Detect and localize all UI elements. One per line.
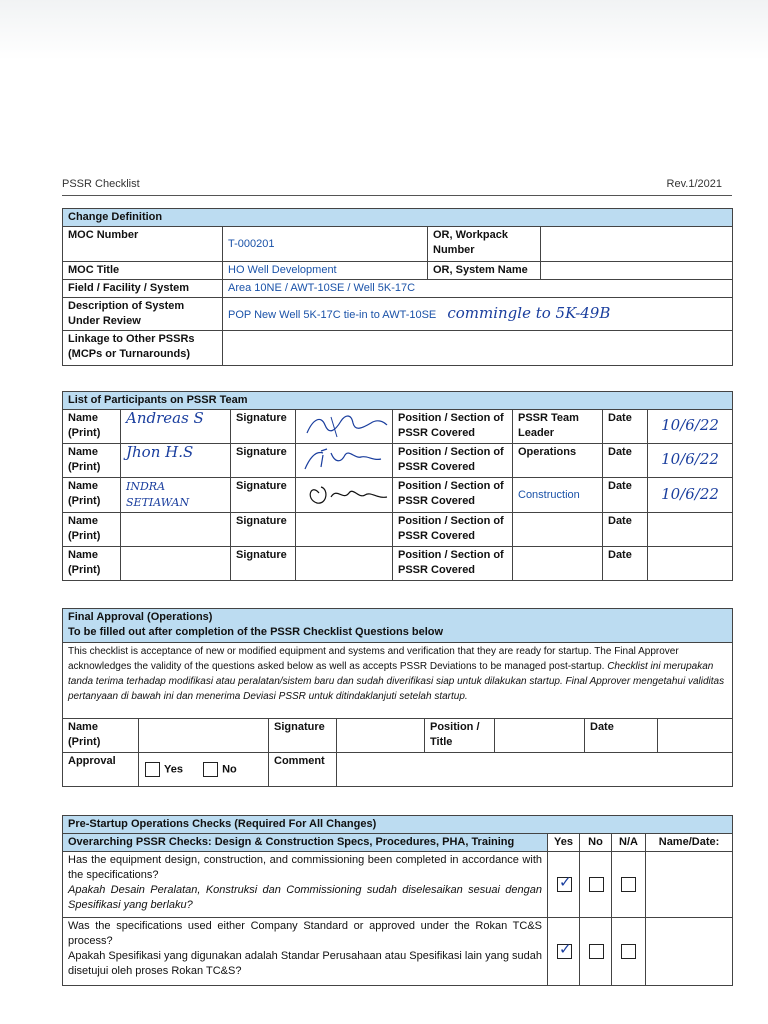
- participant-position-field[interactable]: [513, 547, 603, 581]
- participant-date-value: 10/6/22: [661, 416, 719, 434]
- question-text: [63, 852, 548, 918]
- participant-date-label: Date: [603, 410, 648, 444]
- participants-title: List of Participants on PSSR Team: [63, 392, 733, 410]
- participant-date-field[interactable]: [648, 547, 733, 581]
- participant-date-label: Date: [603, 513, 648, 547]
- approval-label: Approval: [63, 753, 139, 787]
- participant-position-field[interactable]: Operations: [513, 444, 603, 478]
- final-approval-title: [63, 609, 733, 643]
- participant-name-label: Name (Print): [63, 478, 121, 513]
- answer-no-cell: [580, 852, 612, 918]
- participant-position-label: Position / Section of PSSR Covered: [393, 410, 513, 444]
- approval-yes-checkbox[interactable]: [145, 762, 160, 777]
- scan-top-shading: [0, 0, 768, 60]
- prestartup-title: Pre-Startup Operations Checks (Required For All Changes): [63, 816, 733, 834]
- question-row: [63, 918, 733, 986]
- document-header: [62, 176, 732, 196]
- participant-signature-field[interactable]: [296, 410, 393, 444]
- participant-name-label: Name (Print): [63, 444, 121, 478]
- participant-date-field[interactable]: [648, 478, 733, 513]
- document-title: PSSR Checklist: [62, 178, 140, 190]
- or-workpack-label: OR, Workpack Number: [428, 227, 541, 262]
- participant-name-label: Name (Print): [63, 547, 121, 581]
- participant-date-field[interactable]: [648, 410, 733, 444]
- participant-name-value: INDRA SETIAWAN: [126, 480, 190, 509]
- approval-options: [139, 753, 269, 787]
- participants-table: [62, 391, 733, 581]
- answer-na-cell: [612, 918, 646, 986]
- moc-number-label: MOC Number: [63, 227, 223, 262]
- comment-field[interactable]: [337, 753, 733, 787]
- participant-signature-label: Signature: [231, 513, 296, 547]
- answer-no-checkbox[interactable]: [589, 944, 604, 959]
- participant-signature-field[interactable]: [296, 547, 393, 581]
- change-definition-title: Change Definition: [63, 209, 733, 227]
- field-facility-field[interactable]: Area 10NE / AWT-10SE / Well 5K-17C: [223, 280, 733, 298]
- moc-title-label: MOC Title: [63, 262, 223, 280]
- approver-name-label: Name (Print): [63, 719, 139, 753]
- approval-no-checkbox[interactable]: [203, 762, 218, 777]
- col-name-date-header: Name/Date:: [646, 834, 733, 852]
- participant-position-label: Position / Section of PSSR Covered: [393, 444, 513, 478]
- answer-no-checkbox[interactable]: [589, 877, 604, 892]
- final-approval-table: [62, 608, 733, 787]
- participant-signature-label: Signature: [231, 410, 296, 444]
- final-approval-body-en: This checklist is acceptance of new or modified equipment and systems and verification that they are ready for startup. The Final Approver acknowledges the validity of the questions asked below as well as accepts PSSR Deviations to be managed post-startup.: [68, 646, 679, 672]
- participant-date-value: 10/6/22: [661, 450, 719, 468]
- question-en: Was the specifications used either Company Standard or approved under the Rokan TC&S process?: [68, 920, 542, 947]
- linkage-field[interactable]: [223, 331, 733, 366]
- approval-yes-label: Yes: [164, 763, 183, 776]
- col-yes-header: Yes: [548, 834, 580, 852]
- question-id: Apakah Spesifikasi yang digunakan adalah Standar Perusahaan atau Spesifikasi lain yang sudah disetujui oleh proses Rokan TC&S?: [68, 950, 542, 977]
- participant-position-label: Position / Section of PSSR Covered: [393, 547, 513, 581]
- participant-name-field[interactable]: [121, 547, 231, 581]
- answer-yes-cell: [548, 852, 580, 918]
- final-approval-body: [63, 643, 733, 719]
- or-system-label: OR, System Name: [428, 262, 541, 280]
- or-workpack-field[interactable]: [541, 227, 733, 262]
- participant-signature-field[interactable]: [296, 478, 393, 513]
- description-label: Description of System Under Review: [63, 298, 223, 331]
- col-no-header: No: [580, 834, 612, 852]
- signature-image: [301, 411, 391, 439]
- change-definition-table: [62, 208, 733, 366]
- participant-position-label: Position / Section of PSSR Covered: [393, 513, 513, 547]
- answer-name-date-field[interactable]: [646, 852, 733, 918]
- comment-label: Comment: [269, 753, 337, 787]
- answer-name-date-field[interactable]: [646, 918, 733, 986]
- approver-name-field[interactable]: [139, 719, 269, 753]
- answer-na-cell: [612, 852, 646, 918]
- question-en: Has the equipment design, construction, and commissioning been completed in accordance with the specifications?: [68, 854, 542, 881]
- prestartup-table: [62, 815, 733, 986]
- participant-position-field[interactable]: Construction: [513, 478, 603, 513]
- description-typed: POP New Well 5K-17C tie-in to AWT-10SE: [228, 308, 437, 321]
- answer-no-cell: [580, 918, 612, 986]
- participant-row: [63, 410, 733, 444]
- answer-yes-checkbox[interactable]: [557, 877, 572, 892]
- participant-name-field[interactable]: [121, 513, 231, 547]
- description-field[interactable]: [223, 298, 733, 331]
- approver-signature-field[interactable]: [337, 719, 425, 753]
- participant-signature-label: Signature: [231, 547, 296, 581]
- participant-date-value: 10/6/22: [661, 484, 719, 503]
- question-row: [63, 852, 733, 918]
- approval-no-label: No: [222, 763, 237, 776]
- final-approval-title-line2: To be filled out after completion of the PSSR Checklist Questions below: [68, 626, 444, 638]
- participant-signature-label: Signature: [231, 444, 296, 478]
- participant-name-label: Name (Print): [63, 513, 121, 547]
- participant-row: [63, 444, 733, 478]
- participant-signature-field[interactable]: [296, 444, 393, 478]
- question-id: Apakah Desain Peralatan, Konstruksi dan Commissioning sudah diselesaikan sesuai dengan Spesifikasi yang berlaku?: [68, 884, 542, 911]
- prestartup-subheader: Overarching PSSR Checks: Design & Construction Specs, Procedures, PHA, Training: [63, 834, 548, 852]
- participant-name-value: Jhon H.S: [126, 443, 194, 461]
- participant-position-field[interactable]: [513, 513, 603, 547]
- answer-yes-checkbox[interactable]: [557, 944, 572, 959]
- participant-date-field[interactable]: [648, 444, 733, 478]
- participant-signature-label: Signature: [231, 478, 296, 513]
- document-revision: Rev.1/2021: [666, 178, 722, 190]
- participant-name-field[interactable]: [121, 478, 231, 513]
- question-text: [63, 918, 548, 986]
- participant-name-value: Andreas S: [126, 409, 204, 427]
- signature-image: [301, 445, 391, 473]
- participant-row: [63, 547, 733, 581]
- approver-position-label: Position / Title: [425, 719, 495, 753]
- participant-date-label: Date: [603, 547, 648, 581]
- participant-name-field[interactable]: [121, 410, 231, 444]
- answer-na-checkbox[interactable]: [621, 877, 636, 892]
- participant-date-field[interactable]: [648, 513, 733, 547]
- field-facility-label: Field / Facility / System: [63, 280, 223, 298]
- moc-title-field[interactable]: HO Well Development: [223, 262, 428, 280]
- or-system-field[interactable]: [541, 262, 733, 280]
- participant-position-label: Position / Section of PSSR Covered: [393, 478, 513, 513]
- description-handwritten: commingle to 5K-49B: [447, 303, 611, 322]
- participant-name-label: Name (Print): [63, 410, 121, 444]
- final-approval-title-line1: Final Approval (Operations): [68, 611, 213, 623]
- signature-image: [301, 479, 391, 507]
- final-approval-body-id: Checklist ini merupakan tanda terima terhadap modifikasi atau peralatan/sistem baru dan sudah diverifikasi siap untuk dilakukan startup. Final Approver mengetahui validitas pertanyaan di bawah ini dan menerima Deviasi PSSR untuk ditindaklanjuti setelah startup.: [68, 661, 725, 702]
- participant-position-field[interactable]: PSSR Team Leader: [513, 410, 603, 444]
- participant-name-field[interactable]: [121, 444, 231, 478]
- answer-na-checkbox[interactable]: [621, 944, 636, 959]
- participant-date-label: Date: [603, 478, 648, 513]
- approver-date-label: Date: [585, 719, 658, 753]
- approver-signature-label: Signature: [269, 719, 337, 753]
- approver-position-field[interactable]: [495, 719, 585, 753]
- linkage-label: Linkage to Other PSSRs (MCPs or Turnarounds): [63, 331, 223, 366]
- approver-date-field[interactable]: [658, 719, 733, 753]
- col-na-header: N/A: [612, 834, 646, 852]
- answer-yes-cell: [548, 918, 580, 986]
- participant-row: [63, 513, 733, 547]
- participant-signature-field[interactable]: [296, 513, 393, 547]
- participant-row: [63, 478, 733, 513]
- participant-date-label: Date: [603, 444, 648, 478]
- moc-number-field[interactable]: T-000201: [223, 227, 428, 262]
